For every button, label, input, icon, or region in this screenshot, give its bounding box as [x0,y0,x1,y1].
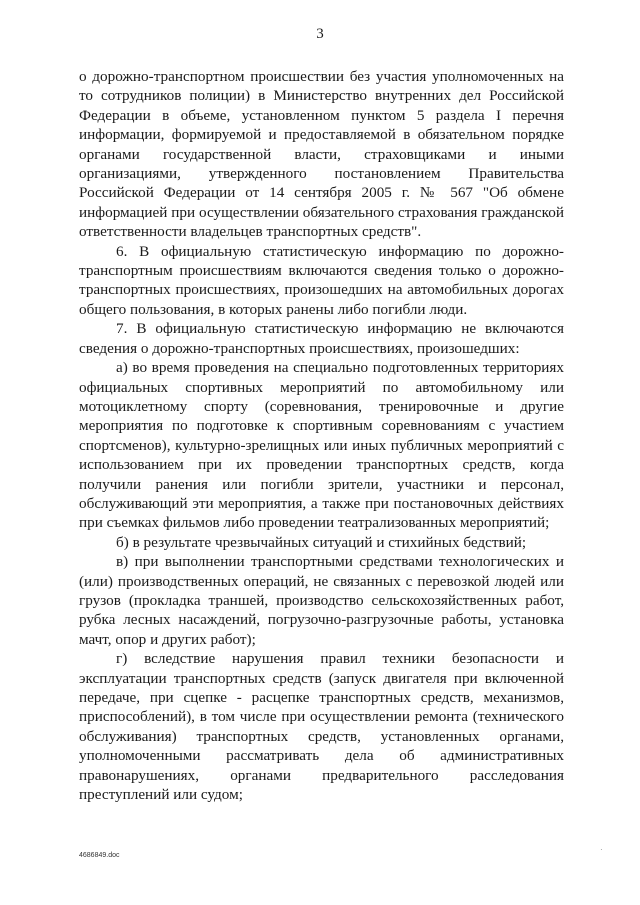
page-number: 3 [316,26,324,42]
paragraph-subitem-g: г) вследствие нарушения правил техники безопасности и эксплуатации транспортных средств (запуск двигателя при включенной передаче, при сцепке - расцепке транспортных средств, механизмов, приспособлений), в том числе при осуществлении ремонта (технического обслуживания) транспортных средств, установленных органами, уполномоченными рассматривать дела об административных правонарушениях, органами предварительного расследования преступлений или судом; [79,650,564,804]
paragraph-item-6: 6. В официальную статистическую информацию по дорожно-транспортным происшествиям включаются сведения только о дорожно-транспортных происшествиях, произошедших на автомобильных дорогах общего пользования, в которых ранены либо погибли люди. [79,242,564,318]
paragraph-item-7: 7. В официальную статистическую информацию не включаются сведения о дорожно-транспортных происшествиях, произошедших: [79,320,564,357]
footer-file-reference: 4686849.doc [79,852,120,859]
corner-mark: · [600,845,603,854]
paragraph-subitem-v: в) при выполнении транспортными средствами технологических и (или) производственных операций, не связанных с перевозкой людей или грузов (прокладка траншей, производство сельскохозяйственных работ, рубка лесных насаждений, погрузочно-разгрузочные работы, установка мачт, опор и других работ); [79,553,564,648]
paragraph-subitem-b: б) в результате чрезвычайных ситуаций и стихийных бедствий; [116,533,527,551]
paragraph-subitem-a: а) во время проведения на специально подготовленных территориях официальных спортивных мероприятий по автомобильному или мотоциклетному спорту (соревнования, тренировочные и другие мероприятия по подготовке к спортивным соревнованиям с участием спортсменов), культурно-зрелищных или иных публичных мероприятий с использованием при их проведении транспортных средств, когда получили ранения или погибли зрители, участники и персонал, обслуживающий эти мероприятия, а также при постановочных действиях при съемках фильмов либо проведении театрализованных мероприятий; [79,359,564,532]
paragraph-continuation: о дорожно-транспортном происшествии без участия уполномоченных на то сотрудников полиции) в Министерство внутренних дел Российской Федерации в объеме, установленном пунктом 5 раздела I перечня информации, формируемой и предоставляемой в обязательном порядке органами государственной власти, страховщиками и иными организациями, утвержденного постановлением Правительства Российской Федерации от 14 сентября 2005 г. № 567 "Об обмене информацией при осуществлении обязательного страхования гражданской ответственности владельцев транспортных средств". [79,68,564,241]
document-body [79,67,564,804]
